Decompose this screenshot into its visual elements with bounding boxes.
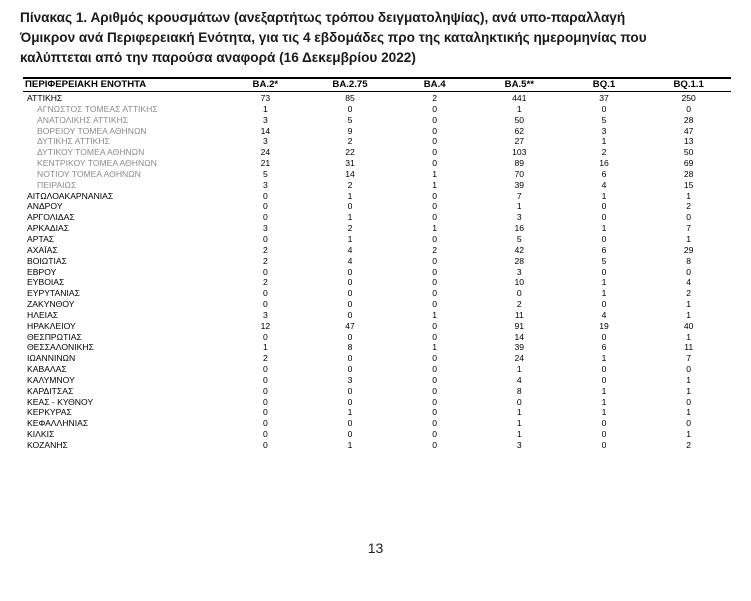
page-number: 13: [367, 540, 384, 556]
value-cell: 16: [599, 158, 609, 169]
value-cell: 0: [432, 114, 438, 125]
value-cell: 6: [601, 342, 607, 353]
region-name-cell: ΔΥΤΙΚΟΥ ΤΟΜΕΑ ΑΘΗΝΩΝ: [37, 147, 145, 158]
value-cell: 0: [601, 103, 607, 114]
value-cell: 22: [345, 147, 355, 158]
value-cell: 0: [262, 233, 268, 244]
region-name-cell: ΚΕΑΣ - ΚΥΘΝΟΥ: [27, 396, 94, 407]
value-cell: 19: [599, 320, 609, 331]
value-cell: 14: [514, 331, 525, 342]
value-cell: 47: [345, 320, 355, 331]
value-cell: 4: [601, 309, 607, 320]
value-cell: 1: [601, 136, 607, 147]
table-row: [23, 440, 731, 451]
value-cell: 0: [686, 418, 692, 429]
value-cell: 2: [347, 223, 353, 234]
value-cell: 0: [432, 233, 438, 244]
region-name-cell: ΘΕΣΣΑΛΟΝΙΚΗΣ: [27, 342, 94, 353]
table-row: [23, 332, 731, 343]
value-cell: 0: [262, 266, 268, 277]
value-cell: 0: [686, 396, 692, 407]
value-cell: 0: [262, 385, 268, 396]
value-cell: 0: [347, 353, 353, 364]
value-cell: 1: [601, 190, 607, 201]
value-cell: 11: [514, 309, 524, 320]
value-cell: 0: [686, 103, 692, 114]
value-cell: 0: [601, 266, 607, 277]
value-cell: 0: [601, 233, 607, 244]
table-header-row: [23, 78, 731, 92]
value-cell: 9: [347, 125, 353, 136]
header-ba275: BA.2.75: [308, 78, 393, 92]
caption-line-3: καλύπτεται από την παρούσα αναφορά (16 Δεκεμβρίου 2022): [20, 50, 416, 65]
value-cell: 0: [601, 374, 607, 385]
value-cell: 0: [262, 299, 268, 310]
value-cell: 2: [516, 299, 522, 310]
region-name-cell: ΑΤΤΙΚΗΣ: [27, 93, 63, 103]
value-cell: 2: [262, 353, 268, 364]
value-cell: 73: [260, 93, 271, 103]
region-name-cell: ΑΡΓΟΛΙΔΑΣ: [27, 212, 75, 223]
value-cell: 1: [516, 418, 522, 429]
table-row: [23, 147, 731, 158]
value-cell: 0: [432, 288, 438, 299]
table-row: [23, 256, 731, 267]
value-cell: 0: [432, 320, 438, 331]
value-cell: 29: [683, 244, 694, 255]
value-cell: 11: [684, 342, 694, 353]
region-name-cell: ΚΑΛΥΜΝΟΥ: [27, 374, 75, 385]
value-cell: 0: [601, 440, 607, 450]
table-row: [23, 364, 731, 375]
value-cell: 0: [262, 201, 268, 212]
table-caption: [20, 8, 732, 68]
value-cell: 1: [601, 288, 607, 299]
value-cell: 3: [516, 440, 522, 450]
value-cell: 250: [681, 93, 696, 103]
region-name-cell: ΘΕΣΠΡΩΤΙΑΣ: [27, 331, 82, 342]
value-cell: 1: [686, 385, 692, 396]
value-cell: 0: [432, 212, 438, 223]
header-region: ΠΕΡΙΦΕΡΕΙΑΚΗ ΕΝΟΤΗΤΑ: [23, 78, 223, 92]
value-cell: 1: [262, 103, 268, 114]
value-cell: 0: [601, 331, 607, 342]
value-cell: 2: [347, 136, 353, 147]
value-cell: 0: [262, 288, 268, 299]
value-cell: 0: [347, 364, 353, 375]
value-cell: 1: [686, 299, 692, 310]
value-cell: 85: [345, 93, 355, 103]
region-name-cell: ΚΕΝΤΡΙΚΟΥ ΤΟΜΕΑ ΑΘΗΝΩΝ: [37, 158, 157, 169]
value-cell: 0: [347, 103, 353, 114]
value-cell: 0: [262, 429, 268, 440]
value-cell: 4: [347, 244, 353, 255]
table-row: [23, 92, 731, 104]
value-cell: 1: [347, 407, 353, 418]
value-cell: 1: [516, 407, 522, 418]
table-row: [23, 115, 731, 126]
table-row: [23, 180, 731, 191]
region-name-cell: ΚΟΖΑΝΗΣ: [27, 440, 68, 450]
value-cell: 24: [514, 353, 525, 364]
table-row: [23, 353, 731, 364]
value-cell: 21: [260, 158, 271, 169]
value-cell: 1: [347, 233, 353, 244]
value-cell: 2: [262, 255, 268, 266]
value-cell: 8: [686, 255, 692, 266]
cases-table: [23, 77, 731, 451]
table-row: [23, 158, 731, 169]
value-cell: 0: [432, 136, 438, 147]
value-cell: 16: [514, 223, 525, 234]
value-cell: 2: [686, 201, 692, 212]
value-cell: 1: [432, 179, 438, 190]
value-cell: 2: [432, 244, 438, 255]
value-cell: 0: [432, 255, 438, 266]
table-row: [23, 201, 731, 212]
table-row: [23, 277, 731, 288]
table-row: [23, 126, 731, 137]
region-name-cell: ΚΑΡΔΙΤΣΑΣ: [27, 385, 74, 396]
value-cell: 3: [347, 374, 353, 385]
value-cell: 1: [601, 223, 607, 234]
value-cell: 0: [262, 331, 268, 342]
value-cell: 15: [683, 179, 694, 190]
value-cell: 1: [432, 223, 438, 234]
header-ba4: BA.4: [392, 78, 477, 92]
value-cell: 0: [686, 212, 692, 223]
value-cell: 14: [345, 168, 355, 179]
value-cell: 0: [432, 190, 438, 201]
value-cell: 0: [347, 418, 353, 429]
value-cell: 0: [516, 288, 522, 299]
value-cell: 3: [262, 309, 268, 320]
value-cell: 5: [601, 114, 607, 125]
value-cell: 1: [516, 103, 522, 114]
table-row: [23, 245, 731, 256]
value-cell: 0: [347, 385, 353, 396]
value-cell: 3: [262, 179, 268, 190]
header-ba2: BA.2*: [223, 78, 308, 92]
value-cell: 1: [686, 309, 692, 320]
region-name-cell: ΗΛΕΙΑΣ: [27, 309, 59, 320]
value-cell: 0: [347, 331, 353, 342]
value-cell: 31: [345, 158, 355, 169]
region-name-cell: ΕΒΡΟΥ: [27, 266, 57, 277]
region-name-cell: ΚΑΒΑΛΑΣ: [27, 364, 67, 375]
header-ba5: BA.5**: [477, 78, 562, 92]
value-cell: 0: [432, 299, 438, 310]
table-row: [23, 429, 731, 440]
region-name-cell: ΖΑΚΥΝΘΟΥ: [27, 299, 75, 310]
value-cell: 42: [514, 244, 525, 255]
value-cell: 0: [601, 212, 607, 223]
value-cell: 37: [599, 93, 609, 103]
value-cell: 2: [262, 244, 268, 255]
value-cell: 1: [432, 309, 438, 320]
value-cell: 2: [601, 147, 607, 158]
value-cell: 4: [686, 277, 692, 288]
value-cell: 12: [260, 320, 271, 331]
value-cell: 6: [601, 244, 607, 255]
value-cell: 1: [686, 407, 692, 418]
value-cell: 39: [514, 179, 525, 190]
value-cell: 0: [686, 266, 692, 277]
value-cell: 1: [516, 201, 522, 212]
value-cell: 0: [601, 299, 607, 310]
table-row: [23, 288, 731, 299]
region-name-cell: ΑΙΤΩΛΟΑΚΑΡΝΑΝΙΑΣ: [27, 190, 114, 201]
value-cell: 14: [260, 125, 271, 136]
table-row: [23, 169, 731, 180]
value-cell: 2: [686, 288, 692, 299]
value-cell: 28: [683, 168, 694, 179]
value-cell: 0: [262, 407, 268, 418]
value-cell: 0: [432, 418, 438, 429]
value-cell: 69: [683, 158, 694, 169]
value-cell: 7: [516, 190, 522, 201]
value-cell: 0: [262, 190, 268, 201]
value-cell: 0: [347, 299, 353, 310]
value-cell: 4: [347, 255, 353, 266]
value-cell: 0: [262, 440, 268, 450]
value-cell: 1: [601, 277, 607, 288]
region-name-cell: ΕΥΡΥΤΑΝΙΑΣ: [27, 288, 80, 299]
value-cell: 1: [262, 342, 268, 353]
value-cell: 0: [601, 201, 607, 212]
value-cell: 0: [432, 266, 438, 277]
value-cell: 4: [601, 179, 607, 190]
value-cell: 13: [683, 136, 694, 147]
value-cell: 89: [514, 158, 525, 169]
value-cell: 0: [347, 277, 353, 288]
region-name-cell: ΑΝΑΤΟΛΙΚΗΣ ΑΤΤΙΚΗΣ: [37, 114, 129, 125]
value-cell: 1: [686, 429, 692, 440]
value-cell: 0: [516, 396, 522, 407]
value-cell: 3: [262, 136, 268, 147]
value-cell: 27: [514, 136, 525, 147]
caption-line-2: Όμικρον ανά Περιφερειακή Ενότητα, για τις 4 εβδομάδες προ της καταληκτικής ημερομηνίας που: [20, 30, 647, 45]
value-cell: 28: [683, 114, 694, 125]
value-cell: 70: [514, 168, 525, 179]
value-cell: 47: [683, 125, 694, 136]
table-body: [23, 92, 731, 451]
region-name-cell: ΗΡΑΚΛΕΙΟΥ: [27, 320, 76, 331]
value-cell: 0: [432, 103, 438, 114]
value-cell: 1: [686, 374, 692, 385]
value-cell: 50: [683, 147, 694, 158]
value-cell: 5: [601, 255, 607, 266]
header-bq1: BQ.1: [562, 78, 647, 92]
region-name-cell: ΑΝΔΡΟΥ: [27, 201, 63, 212]
value-cell: 0: [432, 364, 438, 375]
value-cell: 3: [262, 223, 268, 234]
value-cell: 441: [512, 93, 527, 103]
value-cell: 0: [432, 331, 438, 342]
value-cell: 1: [601, 385, 607, 396]
value-cell: 2: [686, 440, 692, 450]
region-name-cell: ΑΧΑΪΑΣ: [27, 244, 58, 255]
table-row: [23, 342, 731, 353]
value-cell: 3: [516, 266, 522, 277]
value-cell: 3: [601, 125, 607, 136]
value-cell: 5: [347, 114, 353, 125]
value-cell: 8: [347, 342, 353, 353]
value-cell: 0: [432, 277, 438, 288]
value-cell: 39: [514, 342, 525, 353]
value-cell: 0: [347, 396, 353, 407]
table-row: [23, 136, 731, 147]
region-name-cell: ΝΟΤΙΟΥ ΤΟΜΕΑ ΑΘΗΝΩΝ: [37, 168, 141, 179]
region-name-cell: ΒΟΡΕΙΟΥ ΤΟΜΕΑ ΑΘΗΝΩΝ: [37, 125, 147, 136]
value-cell: 8: [516, 385, 522, 396]
table-row: [23, 418, 731, 429]
value-cell: 1: [686, 233, 692, 244]
value-cell: 0: [262, 364, 268, 375]
value-cell: 1: [516, 364, 522, 375]
value-cell: 0: [432, 385, 438, 396]
value-cell: 0: [601, 364, 607, 375]
region-name-cell: ΚΕΡΚΥΡΑΣ: [27, 407, 72, 418]
region-name-cell: ΒΟΙΩΤΙΑΣ: [27, 255, 67, 266]
table-row: [23, 407, 731, 418]
value-cell: 3: [262, 114, 268, 125]
table-row: [23, 212, 731, 223]
value-cell: 0: [432, 147, 438, 158]
region-name-cell: ΑΓΝΩΣΤΟΣ ΤΟΜΕΑΣ ΑΤΤΙΚΗΣ: [37, 103, 158, 114]
value-cell: 2: [432, 93, 438, 103]
value-cell: 62: [514, 125, 525, 136]
value-cell: 4: [516, 374, 522, 385]
value-cell: 0: [262, 374, 268, 385]
value-cell: 1: [686, 190, 692, 201]
value-cell: 0: [432, 396, 438, 407]
value-cell: 1: [347, 212, 353, 223]
table-row: [23, 223, 731, 234]
value-cell: 1: [601, 407, 607, 418]
region-name-cell: ΙΩΑΝΝΙΝΩΝ: [27, 353, 76, 364]
value-cell: 24: [260, 147, 271, 158]
value-cell: 1: [686, 331, 692, 342]
table-row: [23, 310, 731, 321]
value-cell: 7: [686, 353, 692, 364]
region-name-cell: ΕΥΒΟΙΑΣ: [27, 277, 65, 288]
value-cell: 0: [432, 125, 438, 136]
value-cell: 0: [347, 201, 353, 212]
value-cell: 2: [347, 179, 353, 190]
value-cell: 1: [432, 168, 438, 179]
value-cell: 0: [601, 429, 607, 440]
value-cell: 1: [601, 353, 607, 364]
value-cell: 0: [347, 309, 353, 320]
value-cell: 1: [432, 342, 438, 353]
value-cell: 3: [516, 212, 522, 223]
table-row: [23, 321, 731, 332]
value-cell: 0: [347, 266, 353, 277]
value-cell: 50: [514, 114, 525, 125]
value-cell: 5: [516, 233, 522, 244]
value-cell: 0: [601, 418, 607, 429]
region-name-cell: ΑΡΚΑΔΙΑΣ: [27, 223, 70, 234]
value-cell: 1: [347, 190, 353, 201]
value-cell: 7: [686, 223, 692, 234]
header-bq11: BQ.1.1: [646, 78, 731, 92]
value-cell: 103: [512, 147, 527, 158]
value-cell: 0: [262, 396, 268, 407]
caption-line-1: Πίνακας 1. Αριθμός κρουσμάτων (ανεξαρτήτως τρόπου δειγματοληψίας), ανά υπο-παραλλαγή: [20, 10, 626, 25]
table-row: [23, 375, 731, 386]
value-cell: 1: [601, 396, 607, 407]
table-row: [23, 234, 731, 245]
region-name-cell: ΠΕΙΡΑΙΩΣ: [37, 179, 77, 190]
region-name-cell: ΚΙΛΚΙΣ: [27, 429, 55, 440]
table-row: [23, 191, 731, 202]
table-row: [23, 267, 731, 278]
value-cell: 1: [347, 440, 353, 450]
value-cell: 40: [683, 320, 694, 331]
value-cell: 0: [432, 158, 438, 169]
value-cell: 0: [432, 429, 438, 440]
value-cell: 1: [516, 429, 522, 440]
value-cell: 0: [262, 418, 268, 429]
table-row: [23, 397, 731, 408]
value-cell: 0: [432, 374, 438, 385]
value-cell: 10: [514, 277, 525, 288]
value-cell: 2: [262, 277, 268, 288]
value-cell: 0: [347, 288, 353, 299]
region-name-cell: ΚΕΦΑΛΛΗΝΙΑΣ: [27, 418, 89, 429]
value-cell: 28: [514, 255, 525, 266]
table-row: [23, 299, 731, 310]
value-cell: 0: [262, 212, 268, 223]
value-cell: 91: [514, 320, 525, 331]
value-cell: 0: [686, 364, 692, 375]
value-cell: 0: [432, 201, 438, 212]
table-row: [23, 386, 731, 397]
value-cell: 0: [432, 353, 438, 364]
value-cell: 0: [432, 440, 438, 450]
region-name-cell: ΑΡΤΑΣ: [27, 233, 55, 244]
value-cell: 6: [601, 168, 607, 179]
value-cell: 0: [432, 407, 438, 418]
value-cell: 0: [347, 429, 353, 440]
table-row: [23, 104, 731, 115]
value-cell: 5: [262, 168, 268, 179]
region-name-cell: ΔΥΤΙΚΗΣ ΑΤΤΙΚΗΣ: [37, 136, 110, 147]
